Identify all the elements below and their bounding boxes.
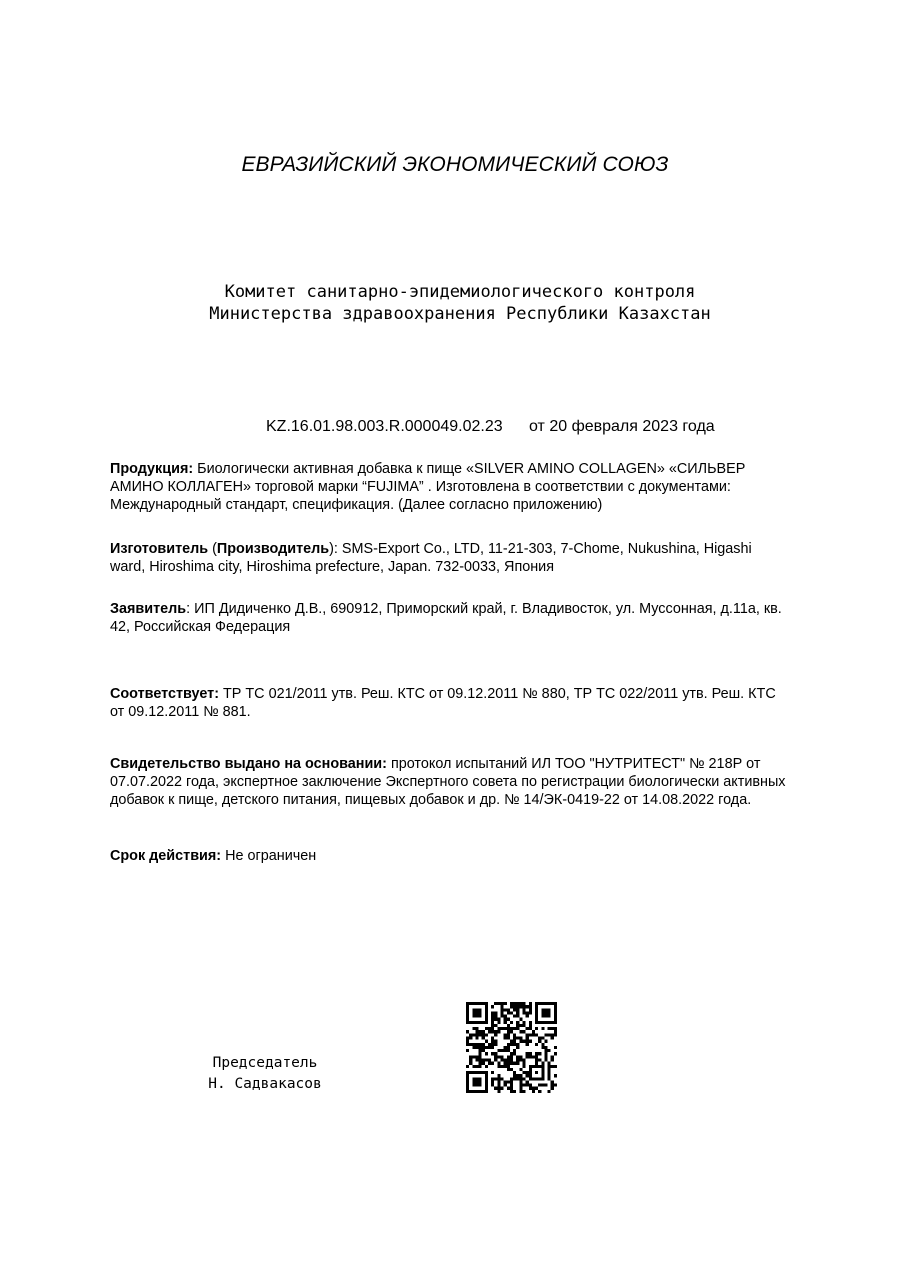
committee-line-1: Комитет санитарно-эпидемиологического контроля: [224, 282, 696, 302]
validity-text: Не ограничен: [221, 848, 317, 864]
conforms-section: [110, 685, 790, 721]
committee-heading: [0, 281, 910, 325]
applicant-label: Заявитель: [110, 601, 187, 617]
product-text: Биологически активная добавка к пище «SILVER AMINO COLLAGEN» «СИЛЬВЕР АМИНО КОЛЛАГЕН» торговой марки “FUJIMA” . Изготовлена в соответствии с документами: Международный стандарт, спецификация. (Далее согласно приложению): [110, 461, 746, 513]
manufacturer-section: [110, 540, 790, 576]
manufacturer-text: ): SMS-Export Co., LTD, 11-21-303, 7-Chome, Nukushina, Higashi ward, Hiroshima city, Hiroshima prefecture, Japan. 732-0033, Япония: [110, 541, 752, 575]
basis-text: протокол испытаний ИЛ ТОО "НУТРИТЕСТ" № 218Р от 07.07.2022 года, экспертное заключение Экспертного совета по регистрации биологически активных добавок к пище, детского питания, пищевых добавок и др. № 14/ЭК-0419-22 от 14.08.2022 года.: [110, 756, 786, 808]
basis-label: Свидетельство выдано на основании:: [110, 756, 387, 772]
applicant-section: [110, 600, 790, 636]
signatory-name: Н. Садвакасов: [208, 1076, 322, 1092]
conforms-label: Соответствует:: [110, 686, 219, 702]
conforms-text: ТР ТС 021/2011 утв. Реш. КТС от 09.12.2011 № 880, ТР ТС 022/2011 утв. Реш. КТС от 09.12.2011 № 881.: [110, 686, 776, 720]
union-title: ЕВРАЗИЙСКИЙ ЭКОНОМИЧЕСКИЙ СОЮЗ: [241, 153, 669, 176]
basis-section: [110, 755, 790, 809]
applicant-text: : ИП Дидиченко Д.В., 690912, Приморский край, г. Владивосток, ул. Муссонная, д.11а, кв. 42, Российская Федерация: [110, 601, 782, 635]
registration-date: от 20 февраля 2023 года: [529, 418, 715, 435]
manufacturer-label: Изготовитель: [110, 541, 209, 557]
signatory-position: Председатель: [212, 1055, 318, 1071]
product-section: [110, 460, 790, 514]
committee-line-2: Министерства здравоохранения Республики Казахстан: [209, 304, 711, 324]
validity-section: [110, 847, 790, 865]
validity-label: Срок действия:: [110, 848, 222, 864]
manufacturer-paren: (: [208, 541, 217, 557]
registration-number: KZ.16.01.98.003.R.000049.02.23: [266, 418, 503, 435]
signature-block: [200, 1053, 330, 1095]
producer-label: Производитель: [216, 541, 330, 557]
qr-code-icon[interactable]: [466, 1002, 557, 1093]
product-label: Продукция:: [110, 461, 194, 477]
